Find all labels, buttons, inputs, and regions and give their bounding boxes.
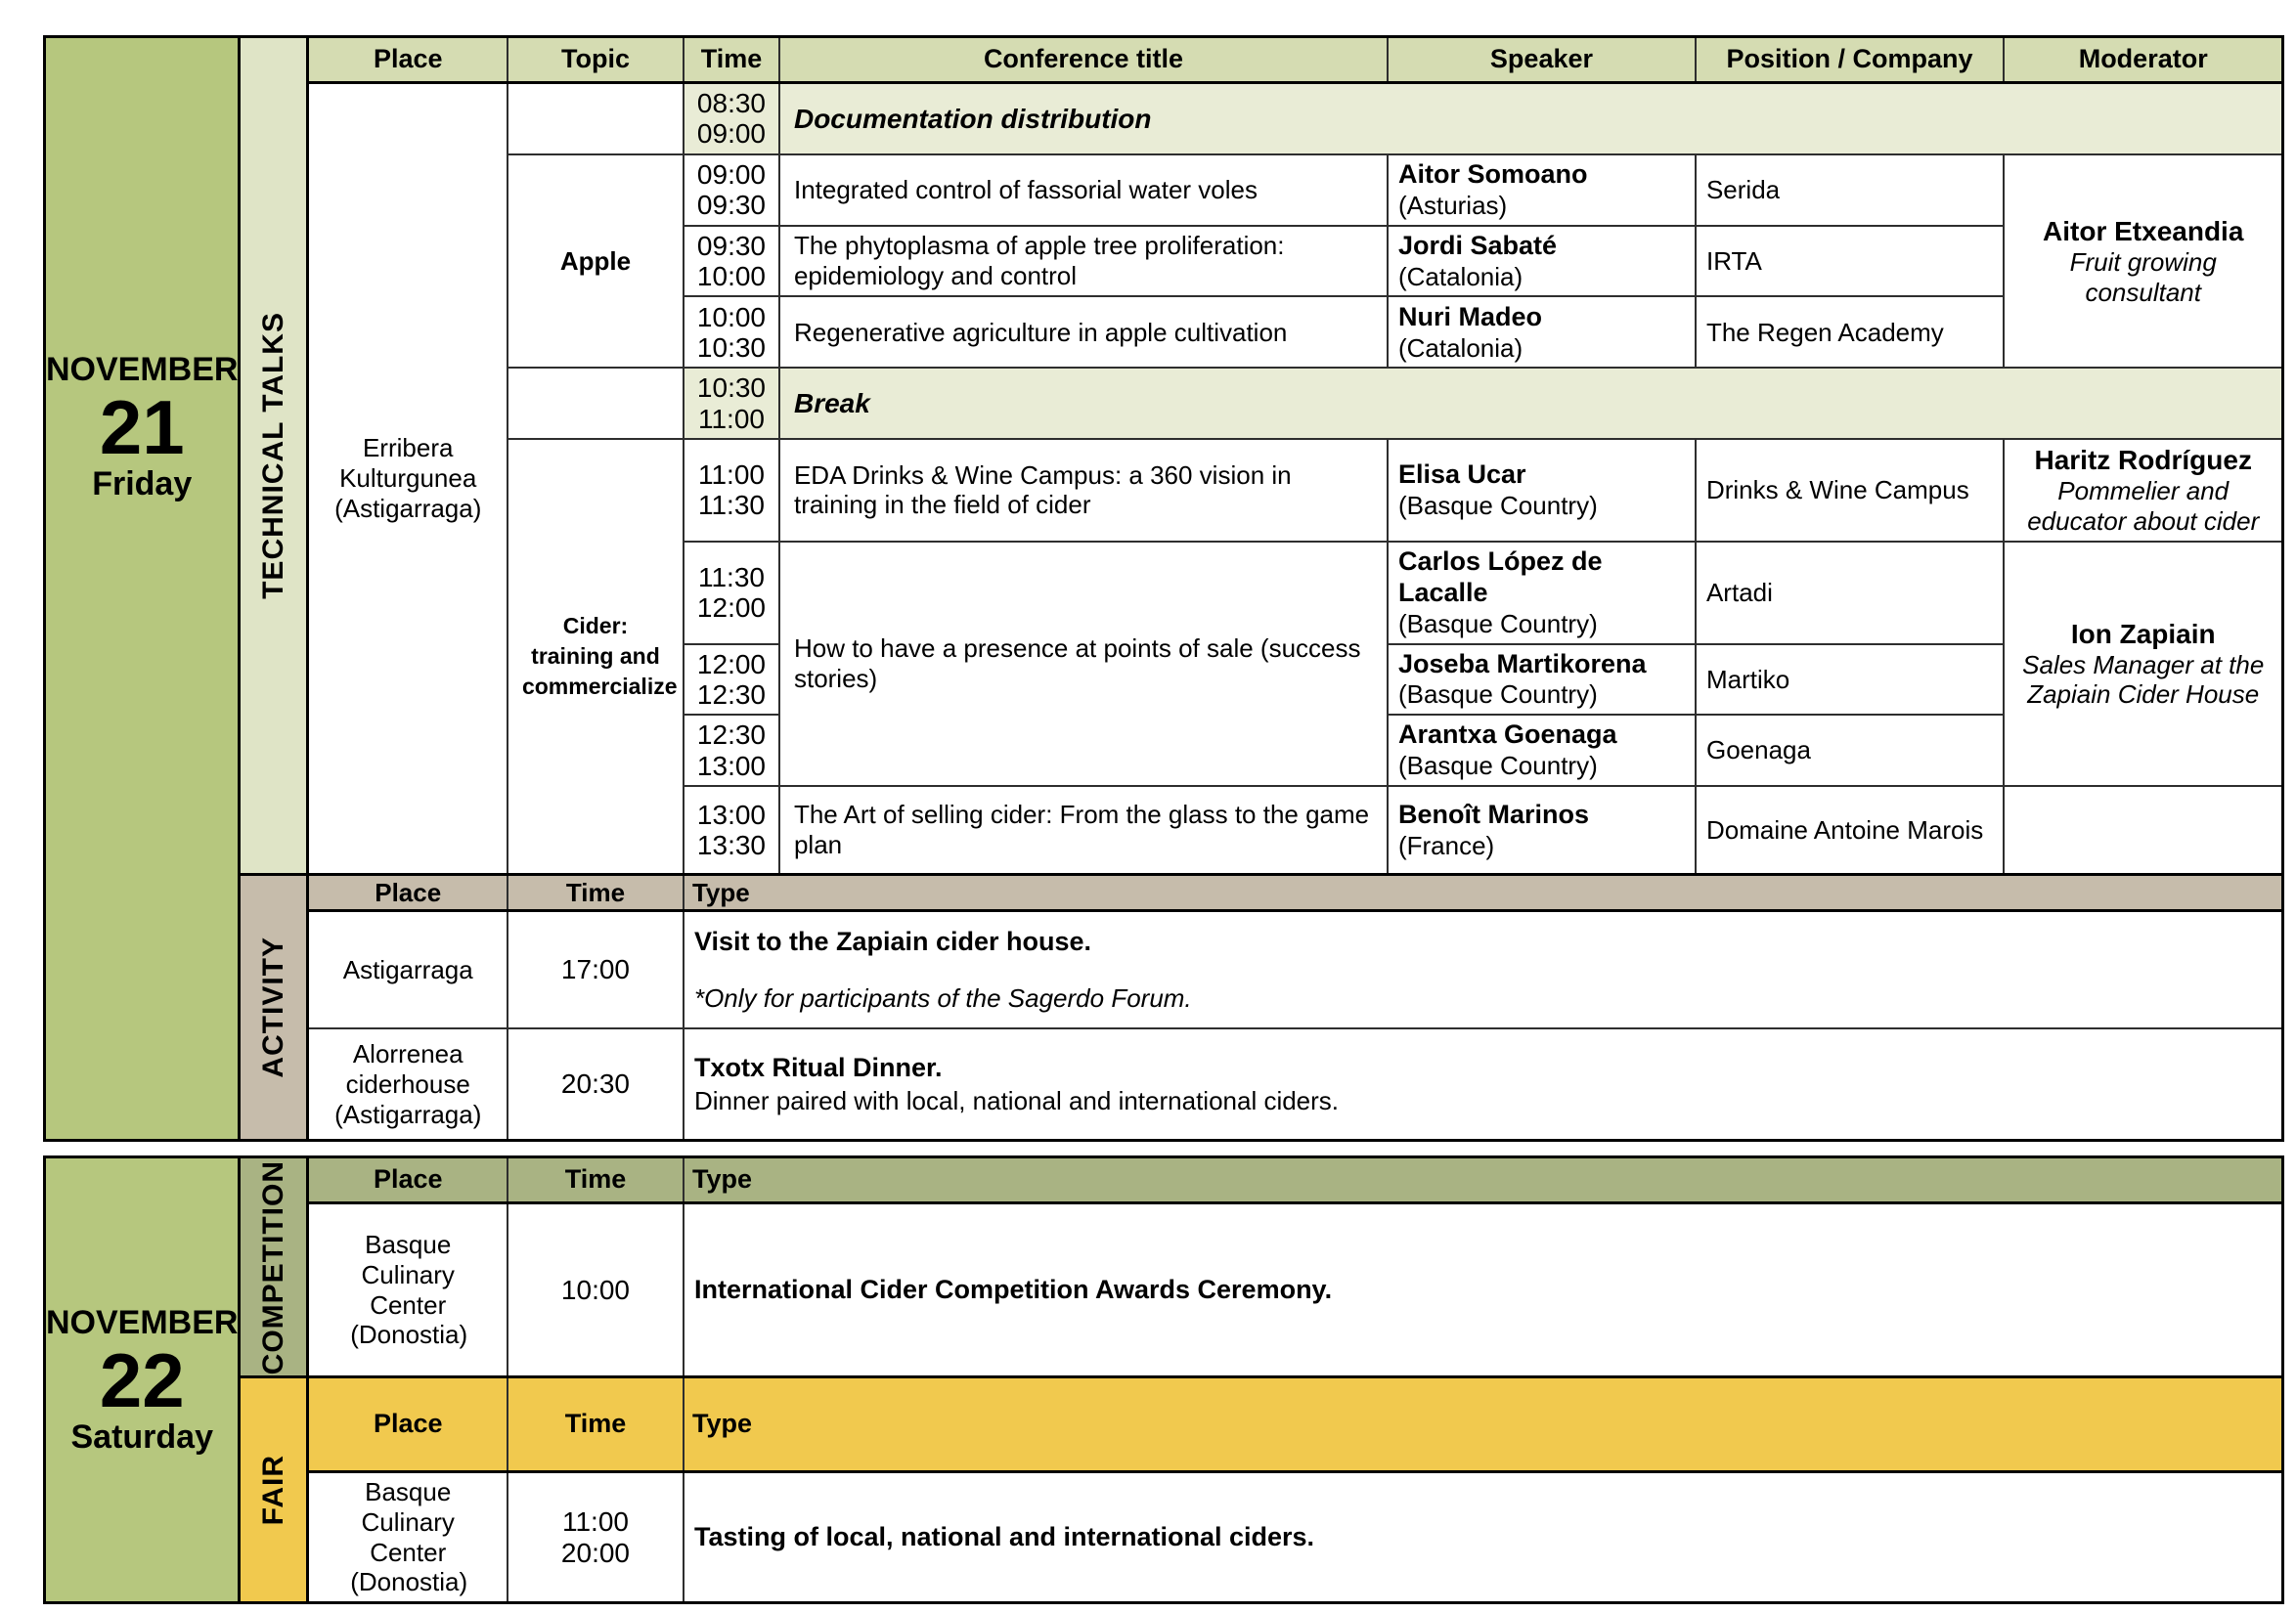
col-header-place: Place [308, 874, 508, 911]
competition-header-row [308, 1157, 2283, 1203]
topic-cider-label: Cider: training and commercialize [521, 612, 678, 699]
company-cell: Drinks & Wine Campus [1696, 439, 2004, 541]
time-cell [508, 1472, 684, 1603]
time-start: 13:00 [696, 799, 766, 830]
break-banner: Break [779, 368, 2283, 439]
speaker-name: Elisa Ucar [1397, 459, 1526, 490]
time-end: 11:00 [697, 403, 765, 434]
speaker-name: Benoît Marinos [1397, 799, 1589, 829]
speaker-cell [1388, 715, 1696, 786]
speaker-region: (Catalonia) [1397, 332, 1523, 363]
type-cell [684, 911, 2283, 1028]
date-weekday: Saturday [70, 1417, 213, 1456]
time-cell [684, 715, 779, 786]
type-cell [684, 1203, 2283, 1377]
activity-title: Visit to the Zapiain cider house. [693, 926, 1092, 956]
speaker-cell [1388, 296, 1696, 368]
speaker-cell [1388, 154, 1696, 226]
activity-row-dinner [308, 1028, 2283, 1141]
moderator-role: Fruit growing consultant [2069, 246, 2217, 307]
time-start: 12:30 [696, 719, 766, 751]
type-cell [684, 1472, 2283, 1603]
competition-subsection [238, 1155, 2284, 1378]
nov22-body [238, 1155, 2284, 1604]
competition-band [238, 1155, 309, 1378]
activity-header-row [308, 874, 2283, 911]
time-cell [684, 439, 779, 541]
company-cell: Artadi [1696, 542, 2004, 644]
date-weekday: Friday [92, 465, 193, 503]
time-start: 11:00 [697, 458, 765, 490]
date-panel-nov22 [43, 1155, 241, 1604]
moderator-cell-cider [2004, 542, 2283, 787]
col-header-place: Place [308, 37, 508, 83]
activity-note: *Only for participants of the Sagerdo Forum. [693, 982, 1192, 1013]
place-cell: Alorrenea ciderhouse (Astigarraga) [308, 1028, 508, 1141]
speaker-cell [1388, 439, 1696, 541]
col-header-time: Time [508, 1157, 684, 1203]
time-end: 09:30 [696, 190, 766, 221]
company-cell: IRTA [1696, 226, 2004, 297]
date-month: NOVEMBER [46, 351, 239, 389]
row-water-voles [308, 154, 2283, 226]
col-header-time: Time [508, 874, 684, 911]
time-end: 10:00 [696, 261, 766, 292]
speaker-name: Carlos López de Lacalle [1397, 545, 1603, 607]
col-header-type: Type [684, 1157, 2283, 1203]
moderator-role: Sales Manager at the Zapiain Cider House [2022, 649, 2265, 710]
time-end: 12:30 [696, 678, 766, 710]
activity-table [306, 873, 2284, 1143]
company-cell: Domaine Antoine Marois [1696, 786, 2004, 874]
section-november-22 [43, 1155, 2284, 1604]
company-cell: Goenaga [1696, 715, 2004, 786]
time-start: 08:30 [696, 88, 766, 118]
fair-band-label: FAIR [256, 1454, 289, 1526]
time-end: 20:00 [560, 1537, 630, 1568]
speaker-region: (Basque Country) [1397, 490, 1598, 520]
activity-row-visit [308, 911, 2283, 1028]
section-november-21 [43, 35, 2284, 1142]
moderator-cell-apple [2004, 154, 2283, 369]
moderator-role: Pommelier and educator about cider [2027, 476, 2260, 536]
type-cell [684, 1028, 2283, 1141]
speaker-cell [1388, 644, 1696, 716]
date-month: NOVEMBER [46, 1303, 239, 1341]
conference-title: Regenerative agriculture in apple cultivation [779, 296, 1388, 368]
speaker-name: Arantxa Goenaga [1397, 719, 1617, 750]
col-header-type: Type [684, 874, 2283, 911]
col-header-topic: Topic [508, 37, 684, 83]
time-start: 09:00 [696, 158, 766, 190]
conference-title: Integrated control of fassorial water voles [779, 154, 1388, 226]
fair-header-row [308, 1377, 2283, 1472]
tech-header-row [308, 37, 2283, 83]
time-cell [684, 296, 779, 368]
schedule-content [43, 35, 2284, 1604]
speaker-name: Nuri Madeo [1397, 301, 1542, 331]
time-end: 13:00 [696, 750, 766, 781]
time-start: 10:00 [696, 301, 766, 332]
place-cell [308, 1472, 508, 1603]
time-start: 09:30 [696, 230, 766, 261]
activity-title: Txotx Ritual Dinner. [693, 1052, 943, 1082]
time-end: 10:30 [696, 331, 766, 363]
time-cell [684, 644, 779, 716]
time-cell: 20:30 [508, 1028, 684, 1141]
time-end: 12:00 [696, 592, 766, 624]
date-panel-nov21 [43, 35, 241, 1142]
activity-band-label: ACTIVITY [256, 937, 289, 1078]
technical-talks-subsection [238, 35, 2284, 876]
technical-talks-table [306, 35, 2284, 876]
conference-title: The Art of selling cider: From the glass to the game plan [779, 786, 1388, 874]
competition-title: International Cider Competition Awards Ceremony. [693, 1274, 1333, 1304]
col-header-time: Time [684, 37, 779, 83]
fair-subsection [238, 1375, 2284, 1604]
time-cell: 17:00 [508, 911, 684, 1028]
moderator-cell-empty [2004, 786, 2283, 874]
time-cell [684, 786, 779, 874]
time-end: 09:00 [696, 118, 766, 150]
fair-title: Tasting of local, national and international ciders. [693, 1521, 1315, 1551]
topic-cell-empty [508, 368, 684, 439]
place-cell [308, 1203, 508, 1377]
moderator-name: Haritz Rodríguez [2034, 445, 2252, 476]
technical-talks-band [238, 35, 309, 876]
time-start: 12:00 [696, 648, 766, 679]
time-cell [684, 226, 779, 297]
col-header-place: Place [308, 1157, 508, 1203]
row-break [308, 368, 2283, 439]
competition-table [306, 1155, 2284, 1378]
documentation-banner: Documentation distribution [779, 83, 2283, 154]
topic-cell-cider [508, 439, 684, 874]
moderator-name: Ion Zapiain [2070, 618, 2216, 649]
col-header-position: Position / Company [1696, 37, 2004, 83]
conference-title: EDA Drinks & Wine Campus: a 360 vision in training in the field of cider [779, 439, 1388, 541]
fair-band [238, 1375, 309, 1604]
col-header-time: Time [508, 1377, 684, 1472]
col-header-place: Place [308, 1377, 508, 1472]
time-cell [684, 154, 779, 226]
speaker-region: (Basque Country) [1397, 679, 1598, 710]
company-cell: Serida [1696, 154, 2004, 226]
competition-row-awards [308, 1203, 2283, 1377]
speaker-name: Joseba Martikorena [1397, 648, 1647, 678]
topic-cell-empty [508, 83, 684, 154]
speaker-region: (Basque Country) [1397, 751, 1598, 781]
speaker-region: (Catalonia) [1397, 261, 1523, 291]
time-cell [684, 368, 779, 439]
speaker-name: Aitor Somoano [1397, 158, 1588, 189]
company-cell: Martiko [1696, 644, 2004, 716]
date-number: 21 [99, 384, 185, 471]
activity-band [238, 873, 309, 1143]
fair-table [306, 1375, 2284, 1604]
fair-row-tasting [308, 1472, 2283, 1603]
conference-title: The phytoplasma of apple tree proliferation: epidemiology and control [779, 226, 1388, 297]
date-number: 22 [99, 1336, 185, 1423]
speaker-region: (Asturias) [1397, 190, 1508, 220]
speaker-cell [1388, 786, 1696, 874]
nov21-body [238, 35, 2284, 1142]
place-text: Basque Culinary Center (Donostia) [350, 1230, 468, 1350]
activity-note: Dinner paired with local, national and international ciders. [693, 1085, 1340, 1115]
time-end: 13:30 [696, 830, 766, 860]
section-gap [43, 1142, 2284, 1155]
col-header-type: Type [684, 1377, 2283, 1472]
time-start: 11:30 [697, 561, 765, 592]
speaker-cell [1388, 226, 1696, 297]
competition-band-label: COMPETITION [256, 1159, 289, 1375]
time-start: 10:30 [696, 372, 766, 404]
time-cell [684, 83, 779, 154]
time-cell: 10:00 [508, 1203, 684, 1377]
place-cell-erribera: Erribera Kulturgunea (Astigarraga) [308, 83, 508, 875]
moderator-name: Aitor Etxeandia [2043, 215, 2244, 246]
technical-talks-band-label: TECHNICAL TALKS [256, 311, 289, 599]
activity-subsection [238, 873, 2284, 1143]
place-cell: Astigarraga [308, 911, 508, 1028]
topic-cell-apple: Apple [508, 154, 684, 369]
company-cell: The Regen Academy [1696, 296, 2004, 368]
speaker-cell [1388, 542, 1696, 644]
row-eda-campus [308, 439, 2283, 541]
speaker-name: Jordi Sabaté [1397, 230, 1558, 260]
speaker-region: (France) [1397, 830, 1495, 860]
place-text: Basque Culinary Center (Donostia) [350, 1477, 468, 1597]
col-header-speaker: Speaker [1388, 37, 1696, 83]
time-start: 11:00 [561, 1506, 629, 1538]
col-header-title: Conference title [779, 37, 1388, 83]
conference-title-group: How to have a presence at points of sale (success stories) [779, 542, 1388, 787]
moderator-cell-eda [2004, 439, 2283, 541]
speaker-region: (Basque Country) [1397, 608, 1598, 638]
col-header-moderator: Moderator [2004, 37, 2283, 83]
time-end: 11:30 [697, 490, 765, 521]
time-cell [684, 542, 779, 644]
row-documentation [308, 83, 2283, 154]
